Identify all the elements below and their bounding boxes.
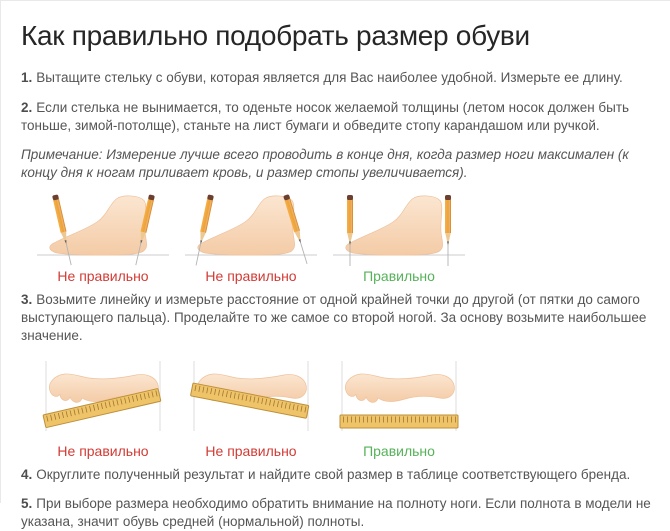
ruler-figure-wrong-2 [181,357,321,458]
step-2-number: 2. [21,99,33,115]
step-4-text: Округлите полученный результат и найдите свой размер в таблице соответствующего бренда. [36,466,631,482]
step-2 [21,99,652,135]
figure-label-correct: Правильно [363,268,435,285]
figure-label-wrong: Не правильно [57,442,149,459]
step-5-number: 5. [21,496,33,512]
pencil-measure-figure-row [33,192,652,283]
foot-pencils-vertical-icon [329,192,469,266]
foot-ruler-diagonal-down-icon [181,357,321,441]
step-3 [21,291,652,344]
step-5 [21,495,652,531]
foot-pencils-tilted-inward-icon [181,192,321,266]
ruler-figure-wrong-1 [33,357,173,458]
pencil-figure-wrong-2 [181,192,321,283]
pencil-figure-correct [329,192,469,283]
step-4 [21,466,652,484]
figure-label-wrong: Не правильно [205,268,297,285]
figure-label-wrong: Не правильно [57,268,149,285]
foot-pencils-tilted-outward-icon [33,192,173,266]
ruler-measure-figure-row [33,357,652,458]
step-1-number: 1. [21,70,33,85]
measurement-note: Примечание: Измерение лучше всего проводить в конце дня, когда размер ноги максимален (к концу дня к ногам приливает кровь, и размер стопы увеличивается). [21,147,629,181]
ruler-figure-correct [329,357,469,458]
step-2-text: Если стелька не вынимается, то оденьте носок желаемой толщины (летом носок должен быть тоньше, зимой-потолще), станьте на лист бумаги и обведите стопу карандашом или ручкой. [21,99,630,133]
step-3-text: Возьмите линейку и измерьте расстояние от одной крайней точки до другой (от пятки до самого выступающего пальца). Проделайте то же самое со второй ногой. За основу возьмите наибольшее значение. [21,292,647,343]
figure-label-correct: Правильно [363,442,435,459]
step-1 [21,69,652,87]
step-4-number: 4. [21,466,33,482]
foot-ruler-horizontal-icon [329,357,469,441]
foot-ruler-diagonal-up-icon [33,357,173,441]
pencil-figure-wrong-1 [33,192,173,283]
figure-label-wrong: Не правильно [205,442,297,459]
page-title: Как правильно подобрать размер обуви [21,20,530,51]
step-3-number: 3. [21,292,33,308]
step-5-text: При выборе размера необходимо обратить внимание на полноту ноги. Если полнота в модели не указана, значит обувь средней (нормальной) полноты. [21,496,651,530]
step-1-text: Вытащите стельку с обуви, которая является для Вас наиболее удобной. Измерьте ее длину. [36,70,623,85]
